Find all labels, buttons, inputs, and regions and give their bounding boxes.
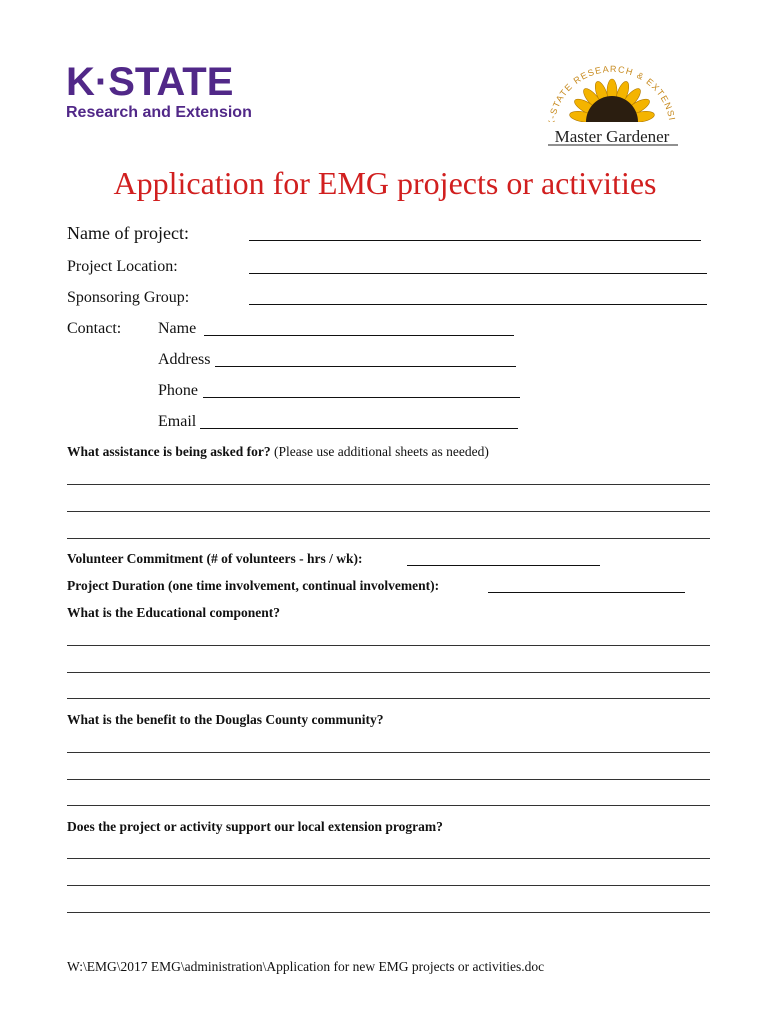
name-of-project-line[interactable] — [249, 240, 701, 241]
extension-support-text: Does the project or activity support our local extension program? — [67, 819, 443, 834]
contact-address-label: Address — [158, 351, 211, 368]
assistance-answer-line-2[interactable] — [67, 511, 710, 512]
contact-name-label: Name — [158, 320, 197, 337]
footer-file-path: W:\EMG\2017 EMG\administration\Application for new EMG projects or activities.doc — [67, 959, 545, 974]
page-title: Application for EMG projects or activities — [113, 165, 657, 201]
project-duration-label — [67, 577, 439, 595]
kstate-logo-wordmark: K·STATE — [66, 60, 234, 104]
contact-name-line[interactable] — [204, 335, 514, 336]
contact-email-label: Email — [158, 413, 197, 430]
project-location-label: Project Location: — [67, 258, 178, 275]
community-benefit-question — [67, 711, 384, 729]
extension-support-question — [67, 818, 443, 836]
contact-phone-line[interactable] — [203, 397, 520, 398]
project-location-line[interactable] — [249, 273, 707, 274]
contact-email-line[interactable] — [200, 428, 518, 429]
community-benefit-text: What is the benefit to the Douglas County community? — [67, 712, 384, 727]
educational-component-question — [67, 604, 280, 622]
extension-answer-line-3[interactable] — [67, 912, 710, 913]
assistance-answer-line-1[interactable] — [67, 484, 710, 485]
assistance-question — [67, 443, 489, 461]
volunteer-commitment-label — [67, 550, 362, 568]
extension-answer-line-1[interactable] — [67, 858, 710, 859]
assistance-question-text: What assistance is being asked for? — [67, 444, 271, 459]
educational-answer-line-1[interactable] — [67, 645, 710, 646]
sponsoring-group-label: Sponsoring Group: — [67, 289, 190, 306]
project-duration-text: Project Duration (one time involvement, continual involvement): — [67, 578, 440, 593]
assistance-question-note: (Please use additional sheets as needed) — [270, 444, 489, 459]
volunteer-commitment-text: Volunteer Commitment (# of volunteers - hrs / wk): — [67, 551, 363, 566]
community-answer-line-2[interactable] — [67, 779, 710, 780]
contact-address-line[interactable] — [215, 366, 516, 367]
master-gardener-logo — [532, 52, 692, 152]
mg-logo-name: Master Gardener — [554, 127, 670, 146]
educational-answer-line-2[interactable] — [67, 672, 710, 673]
name-of-project-label: Name of project: — [67, 223, 189, 243]
mg-arc-text: -STATE RESEARCH & EXTENSI — [547, 63, 678, 123]
volunteer-commitment-line[interactable] — [407, 565, 600, 566]
community-answer-line-1[interactable] — [67, 752, 710, 753]
educational-answer-line-3[interactable] — [67, 698, 710, 699]
project-duration-line[interactable] — [488, 592, 685, 593]
kstate-research-extension-logo — [66, 62, 266, 122]
sunflower-icon — [532, 52, 692, 152]
sponsoring-group-line[interactable] — [249, 304, 707, 305]
assistance-answer-line-3[interactable] — [67, 538, 710, 539]
contact-phone-label: Phone — [158, 382, 198, 399]
contact-label: Contact: — [67, 320, 122, 337]
kstate-logo-subtitle: Research and Extension — [66, 104, 252, 121]
community-answer-line-3[interactable] — [67, 805, 710, 806]
educational-component-text: What is the Educational component? — [67, 605, 281, 620]
extension-answer-line-2[interactable] — [67, 885, 710, 886]
